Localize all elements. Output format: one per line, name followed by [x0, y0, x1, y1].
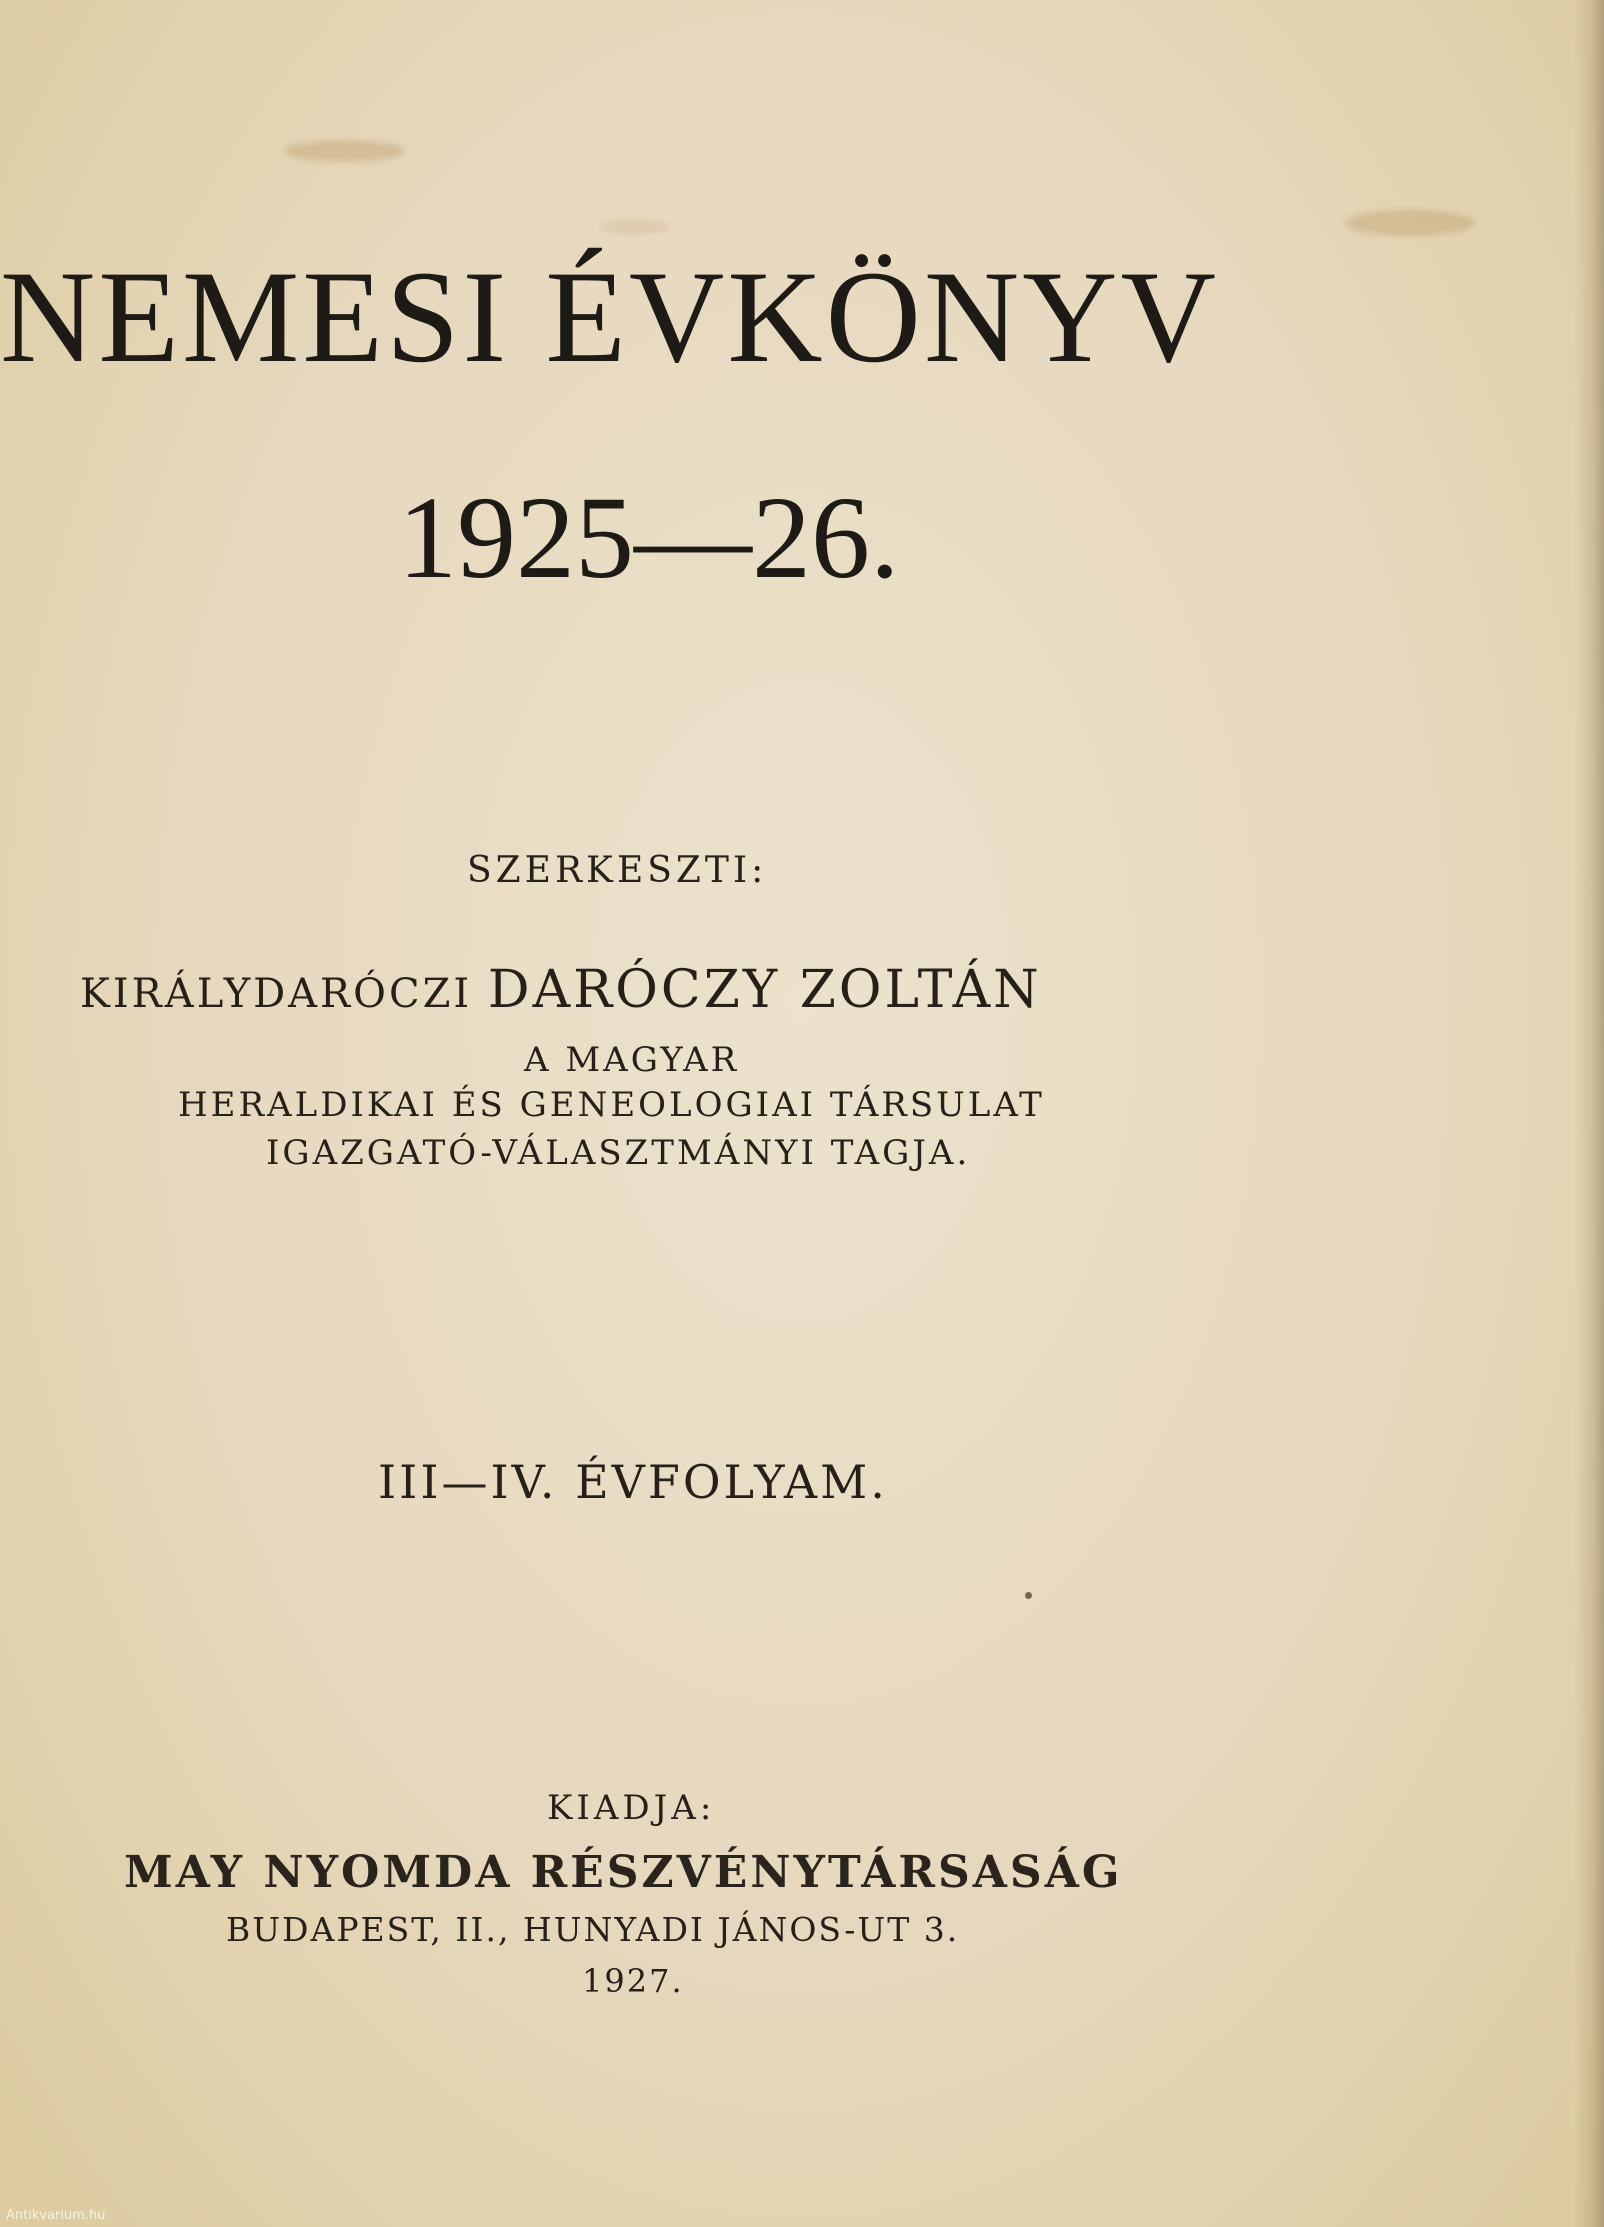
page-edge-shadow: [1574, 0, 1604, 2227]
publisher-label: KIADJA:: [547, 1788, 716, 1828]
paper-stain: [1345, 210, 1475, 236]
editor-role-line-2: HERALDIKAI ÉS GENEOLOGIAI TÁRSULAT: [178, 1085, 1045, 1125]
publisher-name: MAY NYOMDA RÉSZVÉNYTÁRSASÁG: [124, 1847, 1123, 1898]
ink-speck: [1025, 1592, 1032, 1599]
paper-stain: [600, 220, 670, 234]
editor-label: SZERKESZTI:: [467, 850, 768, 891]
paper-stain: [285, 140, 405, 162]
watermark-text: Antikvarium.hu: [6, 2208, 106, 2223]
editor-role-line-3: IGAZGATÓ-VÁLASZTMÁNYI TAGJA.: [266, 1133, 971, 1173]
editor-prefix: KIRÁLYDARÓCZI: [80, 971, 473, 1017]
editor-name-line: [80, 960, 1042, 1020]
publication-year: 1927.: [582, 1962, 684, 2000]
editor-role-line-1: A MAGYAR: [524, 1040, 740, 1080]
publisher-address: BUDAPEST, II., HUNYADI JÁNOS-UT 3.: [226, 1910, 960, 1949]
book-years: 1925—26.: [398, 472, 900, 603]
editor-name: DARÓCZY ZOLTÁN: [487, 960, 1042, 1020]
book-title: NEMESI ÉVKÖNYV: [0, 243, 1219, 390]
volume-label: III—IV. ÉVFOLYAM.: [378, 1455, 888, 1509]
